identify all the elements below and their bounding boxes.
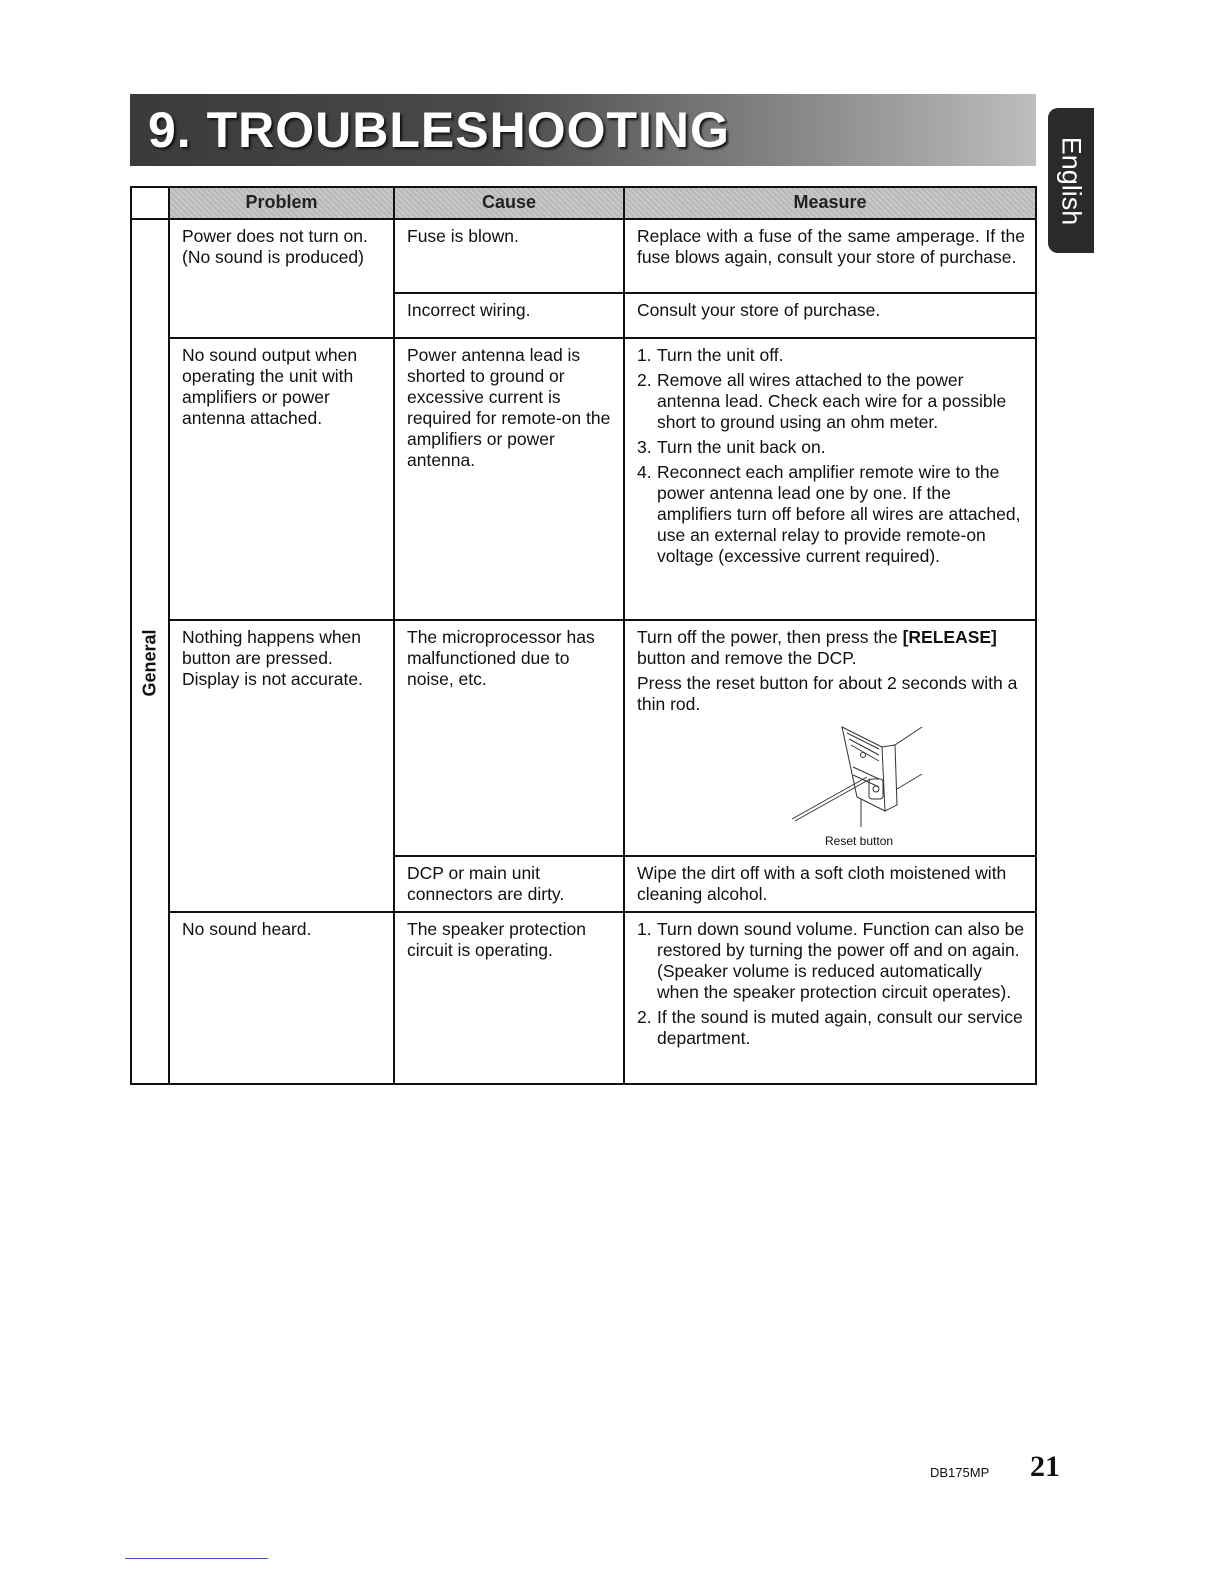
step-text: Turn the unit off. [657, 345, 784, 365]
bottom-rule [125, 1558, 268, 1559]
measure-steps [637, 919, 1025, 1049]
language-tab [1048, 108, 1094, 253]
list-item [637, 437, 1025, 458]
problem-line: amplifiers or power [182, 387, 330, 407]
problem-line: Display is not accurate. [182, 669, 363, 689]
measure-cell: Wipe the dirt off with a soft cloth moistened with cleaning alcohol. [624, 856, 1036, 912]
reset-button-illustration [787, 719, 927, 829]
list-item [637, 370, 1025, 433]
measure-cell [624, 620, 1036, 856]
step-number: 2. [637, 1007, 652, 1027]
measure-text-part: button and remove the DCP. [637, 648, 857, 668]
column-header-cause: Cause [394, 187, 624, 219]
step-text: Remove all wires attached to the power antenna lead. Check each wire for a possible short to ground using an ohm meter. [657, 370, 1007, 432]
page-number: 21 [1030, 1450, 1060, 1483]
measure-cell [624, 338, 1036, 620]
column-header-problem: Problem [169, 187, 394, 219]
problem-cell [169, 620, 394, 912]
step-number: 4. [637, 462, 652, 482]
cause-cell: Incorrect wiring. [394, 293, 624, 338]
list-item [637, 345, 1025, 366]
problem-line: antenna attached. [182, 408, 323, 428]
problem-line: Nothing happens when [182, 627, 362, 647]
table-row [131, 620, 1036, 856]
figure-caption: Reset button [825, 834, 894, 848]
cause-cell: DCP or main unit connectors are dirty. [394, 856, 624, 912]
step-text: Turn the unit back on. [657, 437, 826, 457]
table-row [131, 219, 1036, 293]
table-row [131, 338, 1036, 620]
troubleshooting-table [130, 186, 1037, 1085]
reset-button-figure [637, 719, 1025, 849]
step-number: 1. [637, 345, 652, 365]
problem-line: No sound output when [182, 345, 358, 365]
problem-cell [169, 338, 394, 620]
measure-text: Press the reset button for about 2 seconds with a thin rod. [637, 673, 1018, 714]
page-title: 9. TROUBLESHOOTING [148, 102, 730, 158]
column-header-measure: Measure [624, 187, 1036, 219]
title-banner [130, 94, 1036, 166]
cause-cell: The microprocessor has malfunctioned due to noise, etc. [394, 620, 624, 856]
problem-line: Power does not turn on. [182, 226, 368, 246]
measure-text-part: Turn off the power, then press the [637, 627, 903, 647]
measure-cell [624, 912, 1036, 1084]
measure-cell: Replace with a fuse of the same amperage. If the fuse blows again, consult your store of purchase. [624, 219, 1036, 293]
release-button-label: [RELEASE] [902, 627, 997, 647]
section-label: General [139, 629, 160, 697]
step-number: 1. [637, 919, 652, 939]
problem-line: button are pressed. [182, 648, 333, 668]
header-corner [131, 187, 169, 219]
problem-cell [169, 219, 394, 338]
step-text: Reconnect each amplifier remote wire to the power antenna lead one by one. If the amplifiers turn off before all wires are attached, use an external relay to provide remote-on voltage (excessive current required). [657, 462, 1021, 566]
cause-cell: Power antenna lead is shorted to ground or excessive current is required for remote-on the amplifiers or power antenna. [394, 338, 624, 620]
step-text: Turn down sound volume. Function can also be restored by turning the power off and on again. (Speaker volume is reduced automatically when the speaker protection circuit operates). [657, 919, 1025, 1002]
problem-line: (No sound is produced) [182, 247, 364, 267]
measure-text [637, 627, 1025, 669]
problem-cell [169, 912, 394, 1084]
table-header-row [131, 187, 1036, 219]
measure-cell: Consult your store of purchase. [624, 293, 1036, 338]
step-number: 2. [637, 370, 652, 390]
problem-line: No sound heard. [182, 919, 312, 939]
step-number: 3. [637, 437, 652, 457]
list-item [637, 462, 1025, 567]
language-tab-label: English [1056, 136, 1087, 225]
table-row [131, 912, 1036, 1084]
step-text: If the sound is muted again, consult our service department. [657, 1007, 1023, 1048]
cause-cell: Fuse is blown. [394, 219, 624, 293]
measure-steps [637, 345, 1025, 567]
problem-line: operating the unit with [182, 366, 354, 386]
list-item [637, 919, 1025, 1003]
list-item [637, 1007, 1025, 1049]
cause-cell: The speaker protection circuit is operating. [394, 912, 624, 1084]
model-number: DB175MP [930, 1465, 990, 1480]
section-cell [131, 219, 169, 1084]
